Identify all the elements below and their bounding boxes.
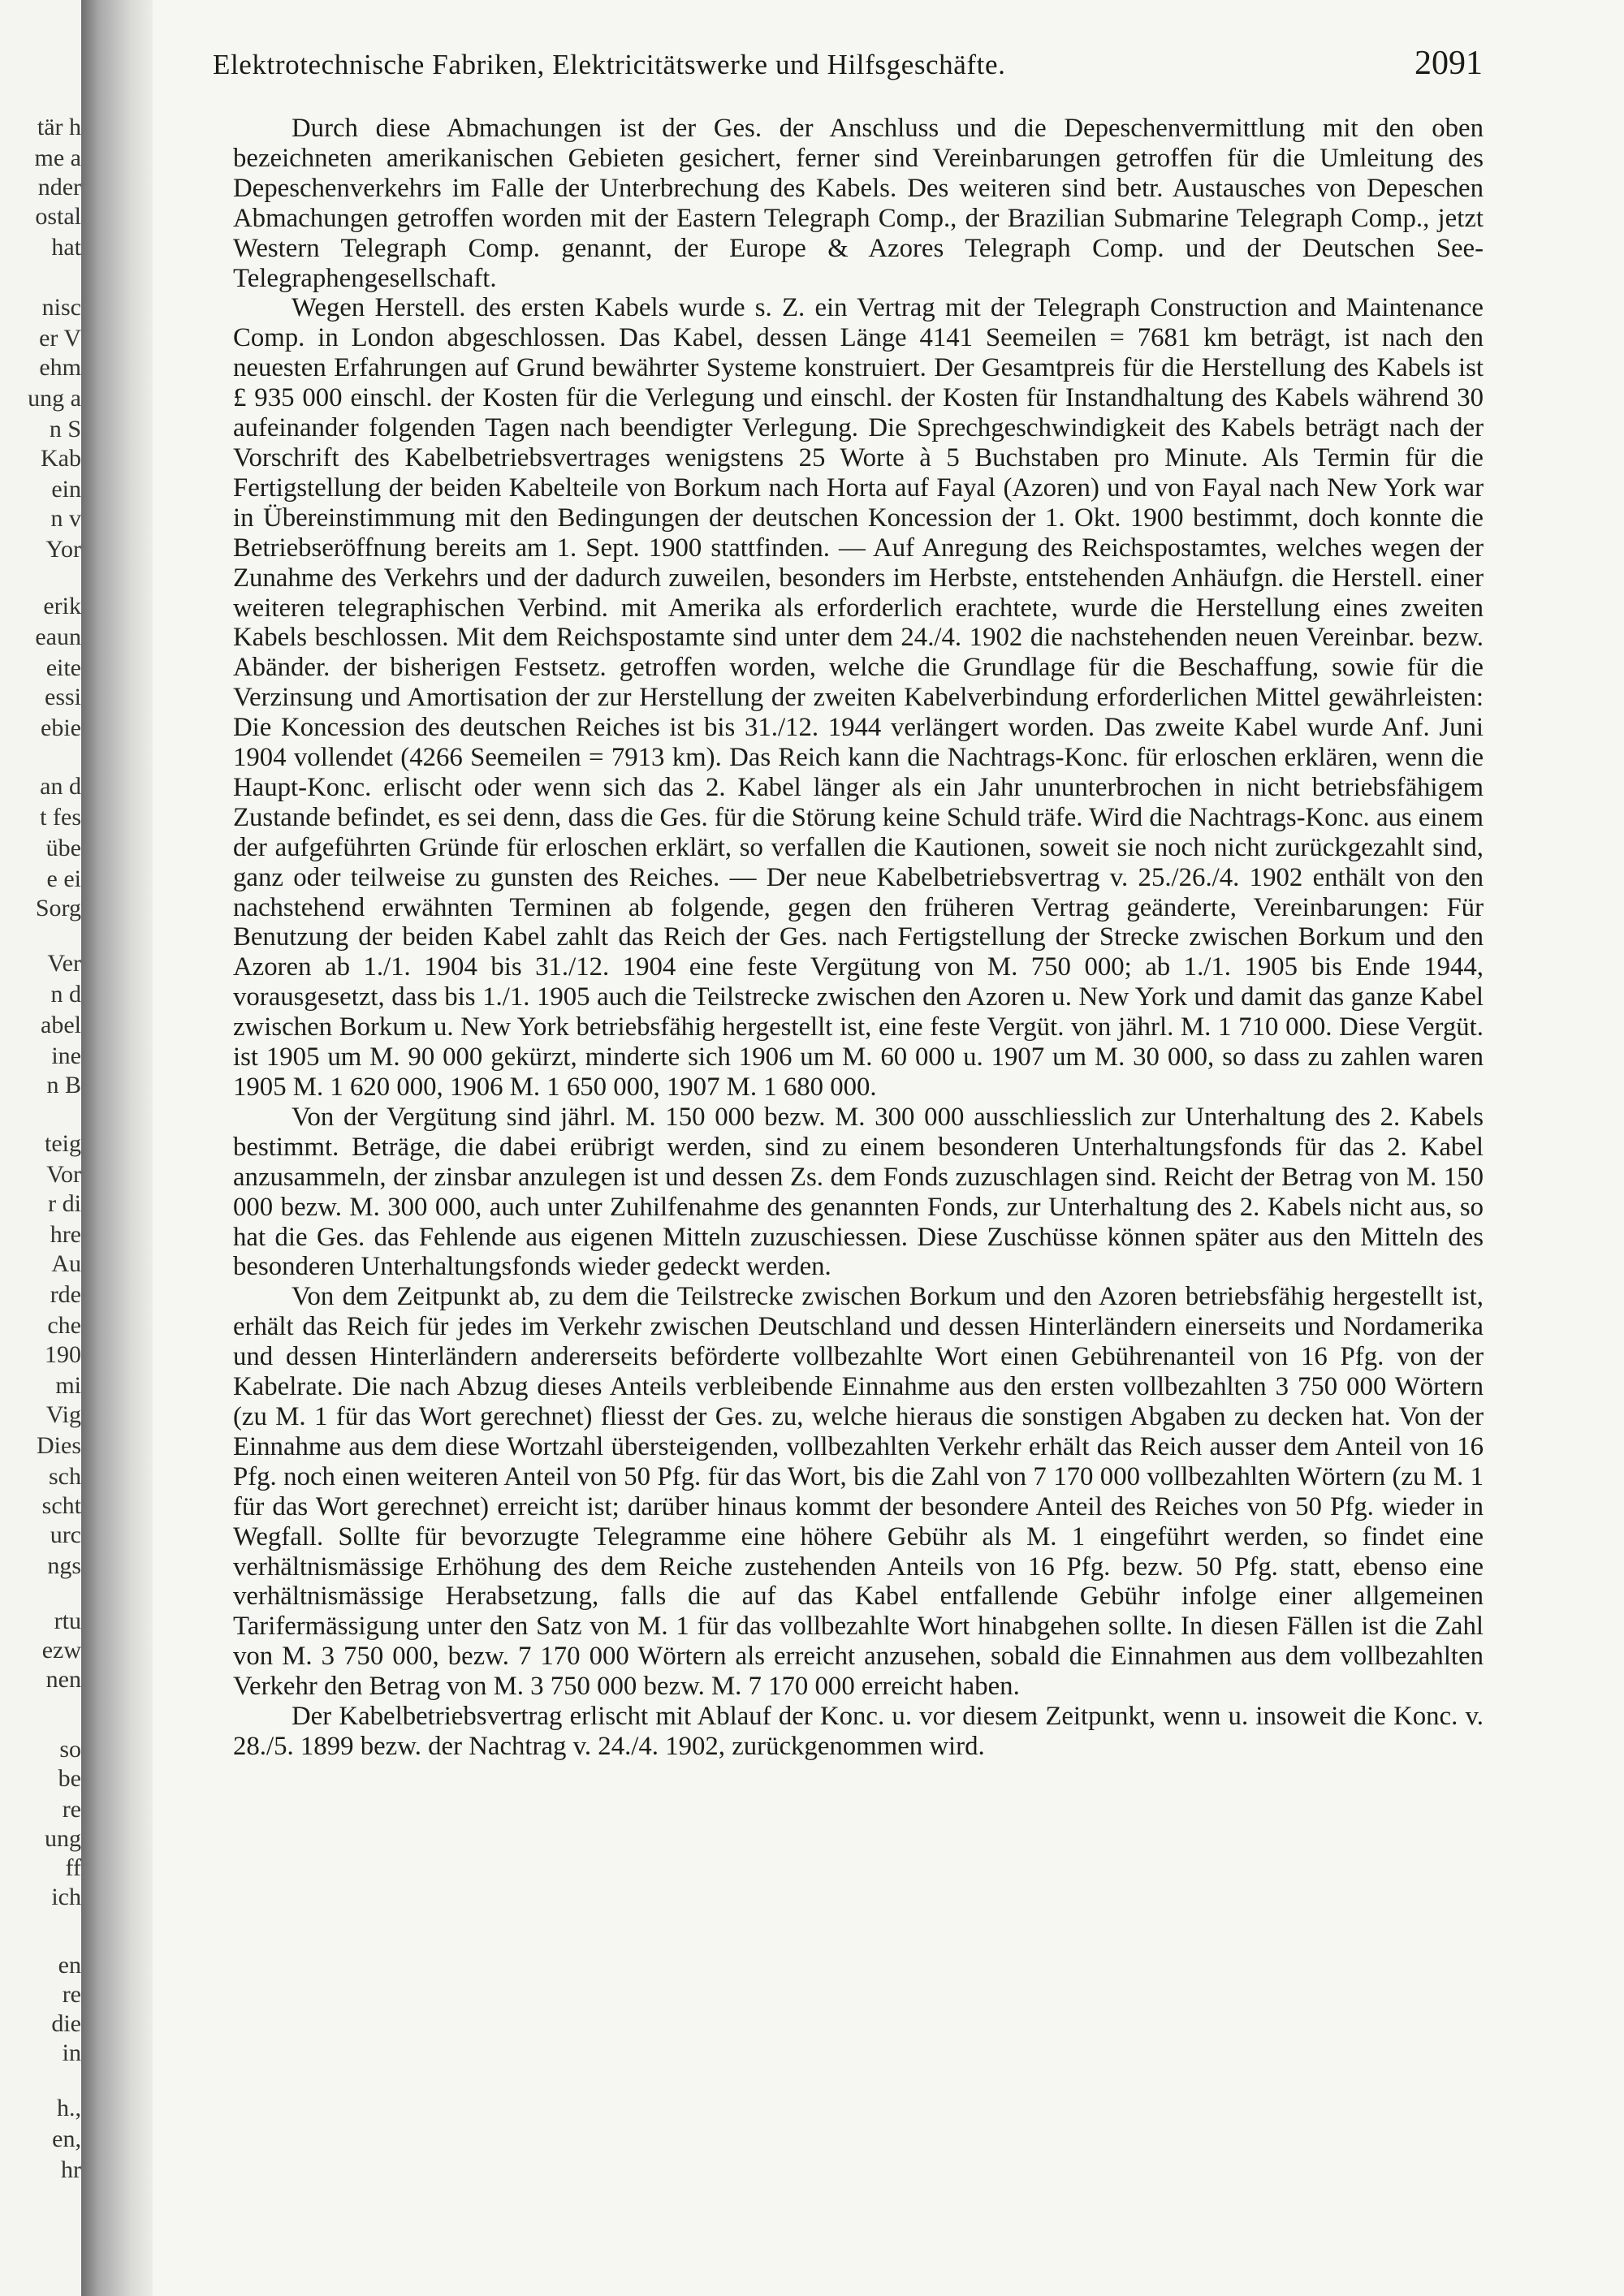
facing-page-fragment: hat (51, 234, 81, 261)
facing-page-fragment: rtu (54, 1608, 81, 1634)
facing-page-fragment: abel (41, 1012, 81, 1038)
facing-page-fragment: ich (51, 1884, 81, 1910)
facing-page-fragment: in (62, 2039, 81, 2066)
facing-page-fragment: h., (57, 2095, 81, 2121)
facing-page-fragment: ein (51, 476, 81, 503)
facing-page-fragment: Kab (41, 445, 81, 472)
facing-page-fragment: Yor (45, 536, 81, 563)
facing-page-fragment: Dies (37, 1432, 81, 1459)
facing-page-fragment: teig (45, 1130, 81, 1157)
facing-page-fragment: Vor (46, 1161, 81, 1188)
running-header: Elektrotechnische Fabriken, Elektricitätswerke und Hilfsgeschäfte. (213, 49, 1006, 80)
facing-page-fragment: ebie (41, 714, 81, 741)
facing-page-fragment: r di (48, 1190, 81, 1217)
facing-page-fragment: me a (34, 145, 81, 171)
facing-page-fragment: urc (50, 1521, 81, 1548)
facing-page-fragment: che (47, 1312, 81, 1339)
facing-page-fragment: ine (51, 1042, 81, 1069)
facing-page-fragment: Sorg (35, 895, 81, 921)
facing-page-fragment: en, (52, 2126, 81, 2152)
facing-page-fragment: ung (45, 1825, 81, 1852)
facing-page-fragment: nisc (41, 294, 81, 321)
facing-page-fragment: re (62, 1796, 81, 1823)
facing-page-fragment: ung a (28, 385, 81, 412)
paragraph: Von der Vergütung sind jährl. M. 150 000 bezw. M. 300 000 ausschliesslich zur Unterhaltung des 2. Kabels bestimmt. Beträge, die dabei erübrigt werden, sind zu einem besonderen Unterhaltungsfonds für das 2. Kabel anzusammeln, der zinsbar anzulegen ist und dessen Zs. dem Fonds zuzuschlagen sind. Reicht der Betrag von M. 150 000 bezw. M. 300 000, auch unter Zuhilfenahme des genannten Fonds, zur Unterhaltung des 2. Kabels nicht aus, so hat die Ges. das Fehlende aus eigenen Mitteln zuzuschiessen. Diese Zuschüsse können später aus den Mitteln des besonderen Unterhaltungsfonds wieder gedeckt werden. (233, 1102, 1484, 1282)
facing-page-fragment: en (58, 1952, 81, 1979)
facing-page-fragment: ezw (41, 1637, 81, 1664)
paragraph: Von dem Zeitpunkt ab, zu dem die Teilstrecke zwischen Borkum und den Azoren betriebsfähig hergestellt ist, erhält das Reich für jedes im Verkehr zwischen Deutschland und dessen Hinterländern einerseits und Nordamerika und dessen Hinterländern andererseits beförderte vollbezahlte Wort einen Gebührenanteil von 16 Pfg. von der Kabelrate. Die nach Abzug dieses Anteils verbleibende Einnahme aus den ersten vollbezahlten 3 750 000 Wörtern (zu M. 1 für das Wort gerechnet) fliesst der Ges. zu, welche hieraus die sonstigen Abgaben zu decken hat. Von der Einnahme aus dem diese Wortzahl übersteigenden, vollbezahlten Verkehr erhält das Reich ausser dem Anteil von 16 Pfg. noch einen weiteren Anteil von 50 Pfg. für das Wort, bis die Zahl von 7 170 000 vollbezahlten Wörtern (zu M. 1 für das Wort gerechnet) erreicht ist; darüber hinaus kommt der besondere Anteil des Reiches von 50 Pfg. wieder in Wegfall. Sollte für bevorzugte Telegramme eine höhere Gebühr als M. 1 eingeführt werden, so findet eine verhältnismässige Erhöhung des dem Reiche zustehenden Anteils von 16 Pfg. bezw. 50 Pfg. statt, ebenso eine verhältnismässige Herabsetzung, falls die auf das Kabel entfallende Gebühr infolge einer allgemeinen Tarifermässigung unter den Satz von M. 1 für das vollbezahlte Wort hinabgehen sollte. In diesen Fällen ist die Zahl von M. 3 750 000, bezw. 7 170 000 Wörtern als erreicht anzusehen, sobald die Einnahmen aus dem vollbezahlten Verkehr den Betrag von M. 3 750 000 bezw. M. 7 170 000 erreicht haben. (233, 1282, 1484, 1702)
facing-page-fragment: eite (45, 654, 81, 681)
facing-page-fragment: ff (65, 1854, 81, 1881)
facing-page-fragment: Vig (45, 1401, 81, 1428)
facing-page-fragment: nen (45, 1666, 81, 1693)
facing-page-fragment: an d (40, 773, 81, 800)
facing-page-fragment: n v (50, 505, 81, 532)
facing-page-fragment: Ver (47, 950, 81, 977)
facing-page-fragment: rde (50, 1281, 81, 1308)
body-text (233, 114, 1484, 1762)
paragraph: Durch diese Abmachungen ist der Ges. der Anschluss und die Depeschenvermittlung mit den oben bezeichneten amerikanischen Gebieten gesichert, ferner sind Vereinbarungen getroffen für die Umleitung des Depeschenverkehrs im Falle der Unterbrechung des Kabels. Des weiteren sind betr. Austausches von Depeschen Abmachungen getroffen worden mit der Eastern Telegraph Comp., der Brazilian Submarine Telegraph Comp., jetzt Western Telegraph Comp. genannt, der Europe & Azores Telegraph Comp. und der Deutschen See-Telegraphengesellschaft. (233, 114, 1484, 293)
facing-page-fragment: ngs (47, 1552, 81, 1579)
facing-page-fragment: mi (55, 1372, 81, 1399)
facing-page-fragment: sch (49, 1463, 81, 1490)
facing-page-fragment: tär h (37, 114, 81, 140)
book-gutter (81, 0, 153, 2296)
facing-page-fragment: essi (45, 684, 81, 710)
facing-page-fragment: er V (39, 325, 81, 352)
page-number: 2091 (1415, 45, 1483, 82)
facing-page-fragment: übe (45, 835, 81, 861)
facing-page-fragment: e ei (46, 865, 81, 892)
facing-page-fragment: hre (50, 1221, 81, 1248)
facing-page-fragment: hr (61, 2156, 81, 2183)
facing-page-fragment: 190 (45, 1341, 81, 1368)
facing-page-fragment: t fes (40, 804, 81, 831)
facing-page-fragment: Au (51, 1250, 81, 1277)
paragraph: Der Kabelbetriebsvertrag erlischt mit Ablauf der Konc. u. vor diesem Zeitpunkt, wenn u. insoweit die Konc. v. 28./5. 1899 bezw. der Nachtrag v. 24./4. 1902, zurückgenommen wird. (233, 1702, 1484, 1761)
facing-page-strip (0, 0, 81, 2296)
facing-page-fragment: eaun (35, 624, 81, 650)
facing-page-fragment: n d (50, 981, 81, 1008)
facing-page-fragment: ehm (39, 354, 81, 381)
facing-page-fragment: so (59, 1736, 81, 1763)
facing-page-fragment: nder (37, 174, 81, 201)
facing-page-fragment: n S (49, 416, 81, 442)
facing-page-fragment: erik (43, 593, 81, 619)
facing-page-fragment: be (58, 1765, 81, 1792)
facing-page-fragment: re (62, 1981, 81, 2008)
facing-page-fragment: ostal (35, 203, 81, 230)
facing-page-fragment: n B (46, 1072, 81, 1098)
paragraph: Wegen Herstell. des ersten Kabels wurde s. Z. ein Vertrag mit der Telegraph Construction and Maintenance Comp. in London abgeschlossen. Das Kabel, dessen Länge 4141 Seemeilen = 7681 km beträgt, ist nach den neuesten Erfahrungen auf Grund bewährter Systeme konstruiert. Der Gesamtpreis für die Herstellung des Kabels ist £ 935 000 einschl. der Kosten für die Verlegung und einschl. der Kosten für Instandhaltung des Kabels während 30 aufeinander folgenden Tagen nach beendigter Verlegung. Die Sprechgeschwindigkeit des Kabels beträgt nach der Vorschrift des Kabelbetriebsvertrages wenigstens 25 Worte à 5 Buchstaben pro Minute. Als Termin für die Fertigstellung der beiden Kabelteile von Borkum nach Horta auf Fayal (Azoren) und von Fayal nach New York war in Übereinstimmung mit den Bedingungen der deutschen Koncession der 1. Okt. 1900 bestimmt, doch konnte die Betriebseröffnung bereits am 1. Sept. 1900 stattfinden. — Auf Anregung des Reichspostamtes, welches wegen der Zunahme des Verkehrs und der dadurch zuweilen, besonders im Herbste, entstehenden Anhäufgn. die Herstell. einer weiteren telegraphischen Verbind. mit Amerika als erforderlich erachtete, wurde die Herstellung eines zweiten Kabels beschlossen. Mit dem Reichspostamte sind unter dem 24./4. 1902 die nachstehenden neuen Vereinbar. bezw. Abänder. der bisherigen Festsetz. getroffen worden, welche die Grundlage für die Beschaffung, sowie für die Verzinsung und Amortisation der zur Herstellung der zweiten Kabelverbindung erforderlichen Mittel gewährleisten: Die Koncession des deutschen Reiches ist bis 31./12. 1944 verlängert worden. Das zweite Kabel wurde Anf. Juni 1904 vollendet (4266 Seemeilen = 7913 km). Das Reich kann die Nachtrags-Konc. für erloschen erklären, wenn die Haupt-Konc. erlischt oder wenn sich das 2. Kabel länger als ein Jahr ununterbrochen in nicht betriebsfähigem Zustande befindet, es sei denn, dass die Ges. für die Störung keine Schuld träfe. Wird die Nachtrags-Konc. aus einem der aufgeführten Gründe für erloschen erklärt, so verfallen die Kautionen, soweit sie noch nicht zurückgezahlt sind, ganz oder teilweise zu gunsten des Reiches. — Der neue Kabelbetriebsvertrag v. 25./26./4. 1902 enthält von den nachstehend erwähnten Terminen ab folgende, gegen den früheren Vertrag geänderte, Vereinbarungen: Für Benutzung der beiden Kabel zahlt das Reich der Ges. nach Fertigstellung der Strecke zwischen Borkum und den Azoren ab 1./1. 1904 bis 31./12. 1904 eine feste Vergütung von M. 750 000; ab 1./1. 1905 bis Ende 1944, vorausgesetzt, dass bis 1./1. 1905 auch die Teilstrecke zwischen den Azoren u. New York und damit das ganze Kabel zwischen Borkum u. New York betriebsfähig hergestellt ist, eine feste Vergüt. von jährl. M. 1 710 000. Diese Vergüt. ist 1905 um M. 90 000 gekürzt, minderte sich 1906 um M. 60 000 u. 1907 um M. 30 000, so dass zu zahlen waren 1905 M. 1 620 000, 1906 M. 1 650 000, 1907 M. 1 680 000. (233, 293, 1484, 1102)
facing-page-fragment: die (51, 2010, 81, 2037)
facing-page-fragment: scht (41, 1492, 81, 1519)
